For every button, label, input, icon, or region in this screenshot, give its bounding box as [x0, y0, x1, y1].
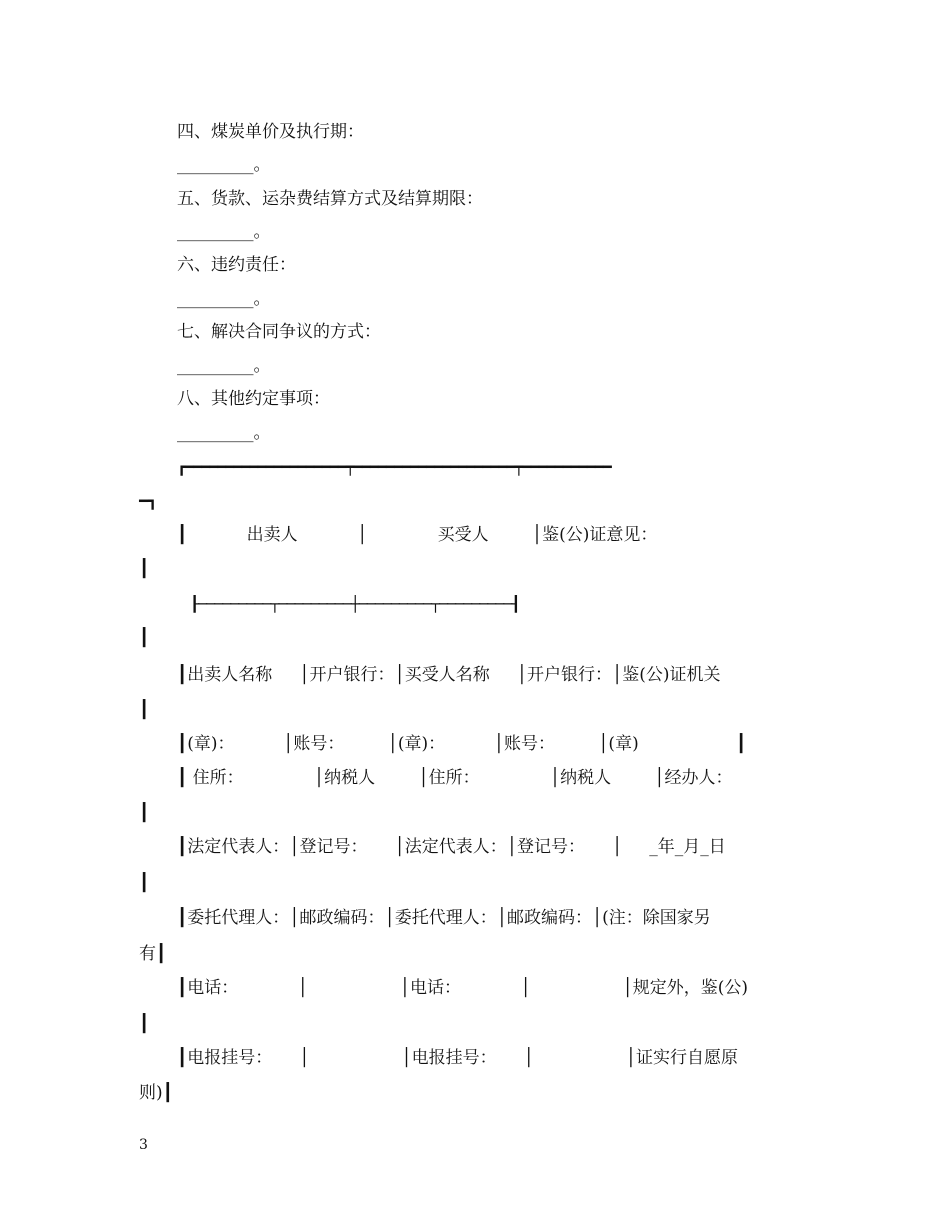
- section-heading-liability: 六、违约责任：: [177, 255, 296, 275]
- section-heading-dispute: 七、解决合同争议的方式：: [177, 322, 381, 342]
- blank-settlement: _________。: [177, 222, 271, 242]
- text-table-row-7-wrap: 则)┃: [139, 1083, 173, 1103]
- section-heading-unit-price: 四、煤炭单价及执行期：: [177, 122, 364, 142]
- text-table-divider: ┠─────────┬─────────┼─────────┬─────────┨: [190, 595, 520, 613]
- text-table-row-6: ┃电话： │ │电话： │ │规定外，鉴(公): [177, 978, 749, 998]
- text-table-header-row: ┃ 出卖人 │ 买受人 │鉴(公)证意见：: [177, 525, 658, 545]
- section-heading-settlement: 五、货款、运杂费结算方式及结算期限：: [177, 189, 483, 209]
- blank-unit-price: _________。: [177, 155, 271, 175]
- text-table-row-1: ┃出卖人名称 │开户银行：│买受人名称 │开户银行：│鉴(公)证机关: [177, 665, 721, 685]
- text-table-row-2: ┃(章)： │账号： │(章)： │账号： │(章) ┃: [177, 734, 747, 754]
- text-table-top-border-wrap: ━┓: [139, 492, 158, 510]
- text-table-row-4-wrap: ┃: [139, 873, 150, 893]
- text-table-row-4: ┃法定代表人：│登记号： │法定代表人：│登记号： │ _年_月_日: [177, 837, 726, 857]
- text-table-row-5: ┃委托代理人：│邮政编码：│委托代理人：│邮政编码：│(注：除国家另: [177, 908, 711, 928]
- text-table-header-row-wrap: ┃: [139, 559, 150, 579]
- text-table-row-5-wrap: 有┃: [139, 944, 167, 964]
- blank-other: _________。: [177, 423, 271, 443]
- page-number: 3: [139, 1137, 148, 1153]
- text-table-row-7: ┃电报挂号： │ │电报挂号： │ │证实行自愿原: [177, 1048, 738, 1068]
- blank-dispute: _________。: [177, 356, 271, 376]
- blank-liability: _________。: [177, 289, 271, 309]
- text-table-row-1-wrap: ┃: [139, 700, 150, 720]
- section-heading-other: 八、其他约定事项：: [177, 389, 330, 409]
- text-table-top-border: ┏━━━━━━━━━━━━━━━━━━━━┯━━━━━━━━━━━━━━━━━━━━┯━━━━━━━━━━━: [177, 458, 611, 476]
- text-table-row-3: ┃ 住所： │纳税人 │住所： │纳税人 │经办人：: [177, 768, 733, 788]
- text-table-row-6-wrap: ┃: [139, 1014, 150, 1034]
- text-table-row-3-wrap: ┃: [139, 803, 150, 823]
- text-table-divider-wrap: ┃: [139, 628, 150, 648]
